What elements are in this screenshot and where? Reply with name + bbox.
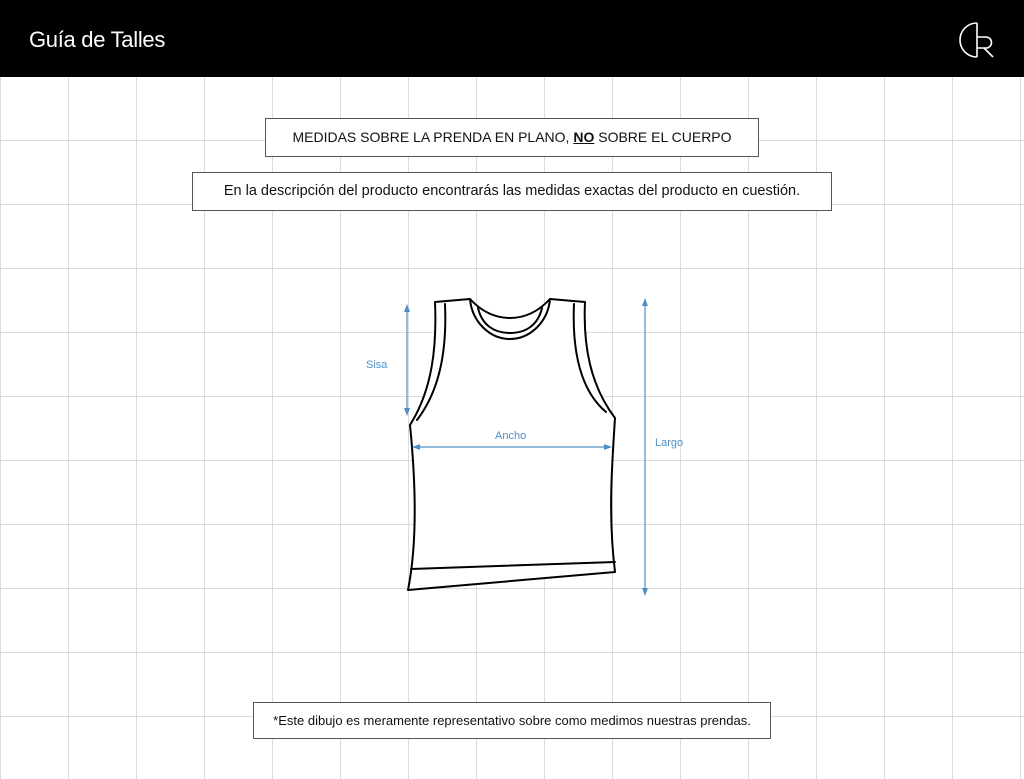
tank-top-icon xyxy=(408,299,615,590)
notice-suffix: SOBRE EL CUERPO xyxy=(594,129,732,145)
sisa-label: Sisa xyxy=(366,359,388,371)
ancho-label: Ancho xyxy=(495,430,527,442)
tank-top-diagram xyxy=(360,290,720,610)
product-description-note: En la descripción del producto encontrarás las medidas exactas del producto en cuestión. xyxy=(192,172,832,211)
notice-emphasis: NO xyxy=(573,129,595,145)
page-title: Guía de Talles xyxy=(29,27,166,52)
notice-prefix: MEDIDAS SOBRE LA PRENDA EN PLANO, xyxy=(292,129,574,145)
disclaimer-note: *Este dibujo es meramente representativo sobre como medimos nuestras prendas. xyxy=(253,702,771,739)
cr-monogram-icon xyxy=(958,20,998,60)
header-bar xyxy=(0,0,1024,77)
flat-measure-notice xyxy=(265,118,759,157)
largo-label: Largo xyxy=(655,437,684,449)
